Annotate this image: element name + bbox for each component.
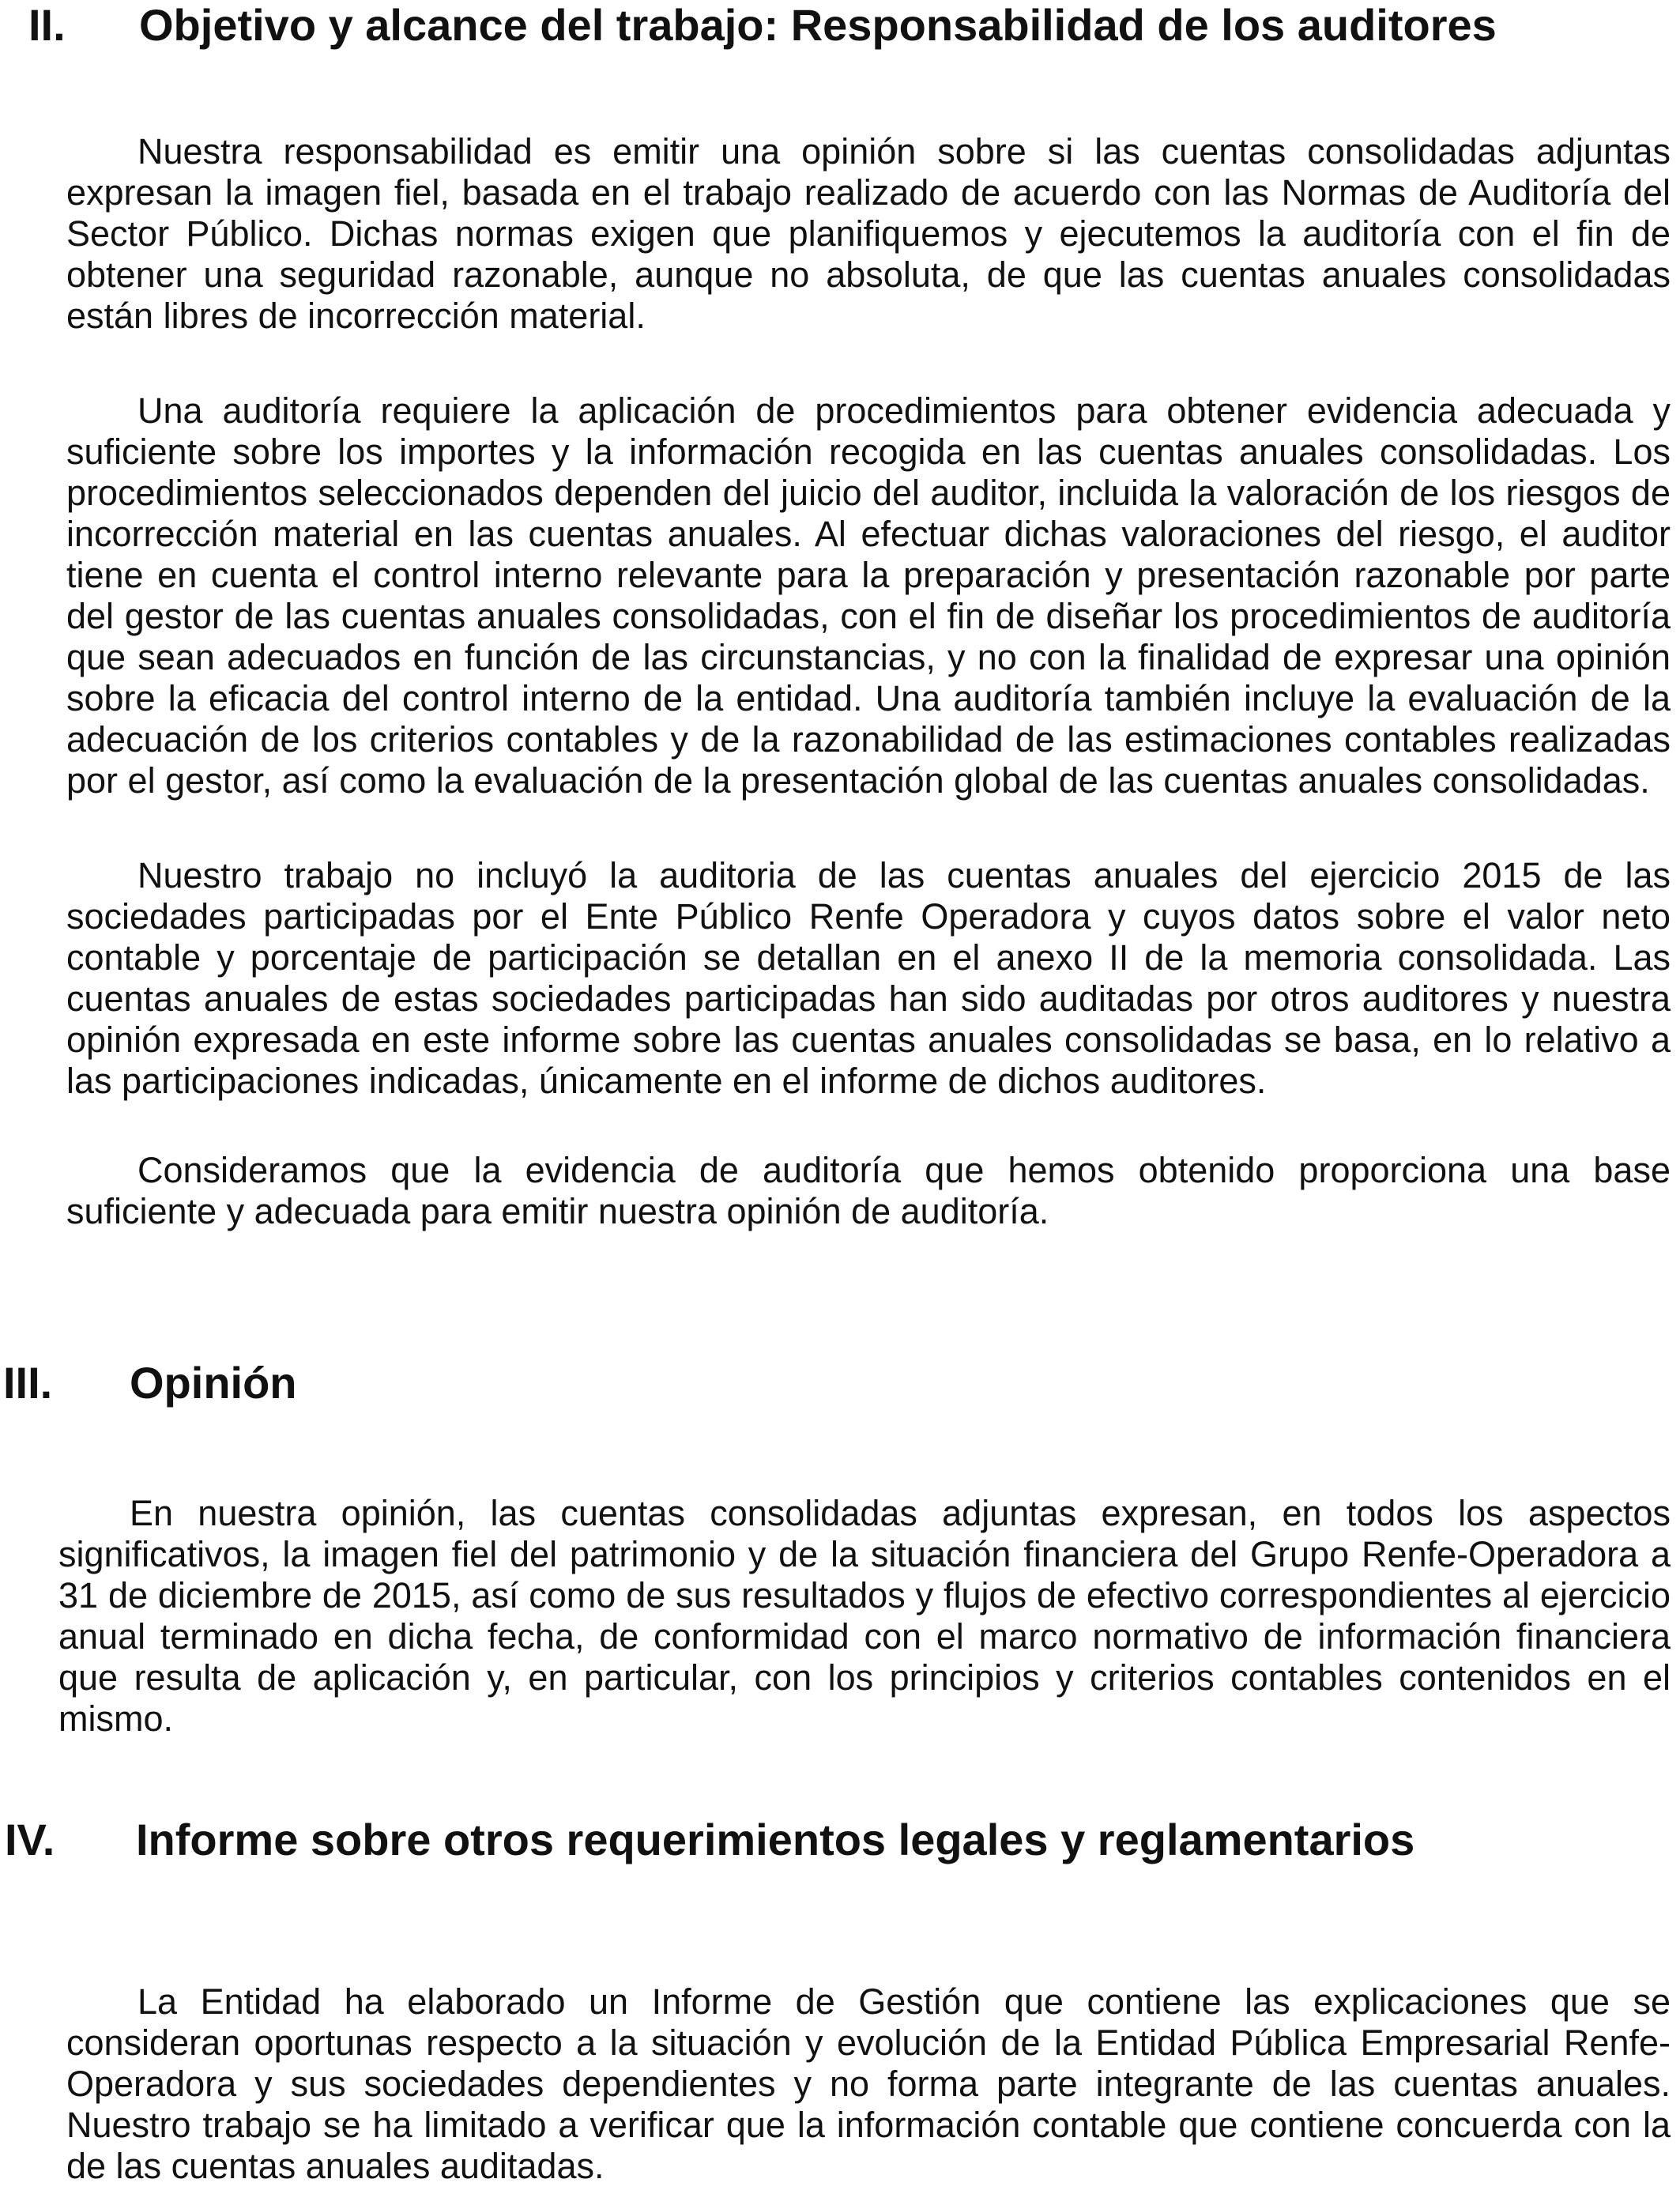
section-number: II. bbox=[28, 0, 66, 50]
section-title: Objetivo y alcance del trabajo: Responsabilidad de los auditores bbox=[139, 0, 1497, 50]
section-title: Informe sobre otros requerimientos legales y reglamentarios bbox=[136, 1815, 1415, 1864]
section-number: IV. bbox=[5, 1815, 55, 1864]
section-title: Opinión bbox=[130, 1358, 297, 1408]
paragraph: La Entidad ha elaborado un Informe de Gestión que contiene las explicaciones que se consideran oportunas respecto a la situación y evolución de la Entidad Pública Empresarial Renfe-Operadora y sus sociedades dependientes y no forma parte integrante de las cuentas anuales. Nuestro trabajo se ha limitado a verificar que la información contable que contiene concuerda con la de las cuentas anuales auditadas. bbox=[66, 1981, 1671, 2186]
paragraph: Nuestra responsabilidad es emitir una opinión sobre si las cuentas consolidadas adjuntas expresan la imagen fiel, basada en el trabajo realizado de acuerdo con las Normas de Auditoría del Sector Público. Dichas normas exigen que planifiquemos y ejecutemos la auditoría con el fin de obtener una seguridad razonable, aunque no absoluta, de que las cuentas anuales consolidadas están libres de incorrección material. bbox=[66, 131, 1671, 336]
paragraph: En nuestra opinión, las cuentas consolidadas adjuntas expresan, en todos los aspectos significativos, la imagen fiel del patrimonio y de la situación financiera del Grupo Renfe-Operadora a 31 de diciembre de 2015, así como de sus resultados y flujos de efectivo correspondientes al ejercicio anual terminado en dicha fecha, de conformidad con el marco normativo de información financiera que resulta de aplicación y, en particular, con los principios y criterios contables contenidos en el mismo. bbox=[58, 1493, 1671, 1739]
section-heading-ii bbox=[28, 0, 1672, 51]
paragraph: Una auditoría requiere la aplicación de procedimientos para obtener evidencia adecuada y suficiente sobre los importes y la información recogida en las cuentas anuales consolidadas. Los procedimientos seleccionados dependen del juicio del auditor, incluida la valoración de los riesgos de incorrección material en las cuentas anuales. Al efectuar dichas valoraciones del riesgo, el auditor tiene en cuenta el control interno relevante para la preparación y presentación razonable por parte del gestor de las cuentas anuales consolidadas, con el fin de diseñar los procedimientos de auditoría que sean adecuados en función de las circunstancias, y no con la finalidad de expresar una opinión sobre la eficacia del control interno de la entidad. Una auditoría también incluye la evaluación de la adecuación de los criterios contables y de la razonabilidad de las estimaciones contables realizadas por el gestor, así como la evaluación de la presentación global de las cuentas anuales consolidadas. bbox=[66, 390, 1671, 801]
paragraph: Consideramos que la evidencia de auditoría que hemos obtenido proporciona una base suficiente y adecuada para emitir nuestra opinión de auditoría. bbox=[66, 1150, 1671, 1231]
section-heading-iii bbox=[3, 1358, 1647, 1408]
paragraph: Nuestro trabajo no incluyó la auditoria de las cuentas anuales del ejercicio 2015 de las sociedades participadas por el Ente Público Renfe Operadora y cuyos datos sobre el valor neto contable y porcentaje de participación se detallan en el anexo II de la memoria consolidada. Las cuentas anuales de estas sociedades participadas han sido auditadas por otros auditores y nuestra opinión expresada en este informe sobre las cuentas anuales consolidadas se basa, en lo relativo a las participaciones indicadas, únicamente en el informe de dichos auditores. bbox=[66, 855, 1671, 1101]
section-number: III. bbox=[3, 1358, 53, 1408]
section-heading-iv bbox=[5, 1815, 1648, 1865]
